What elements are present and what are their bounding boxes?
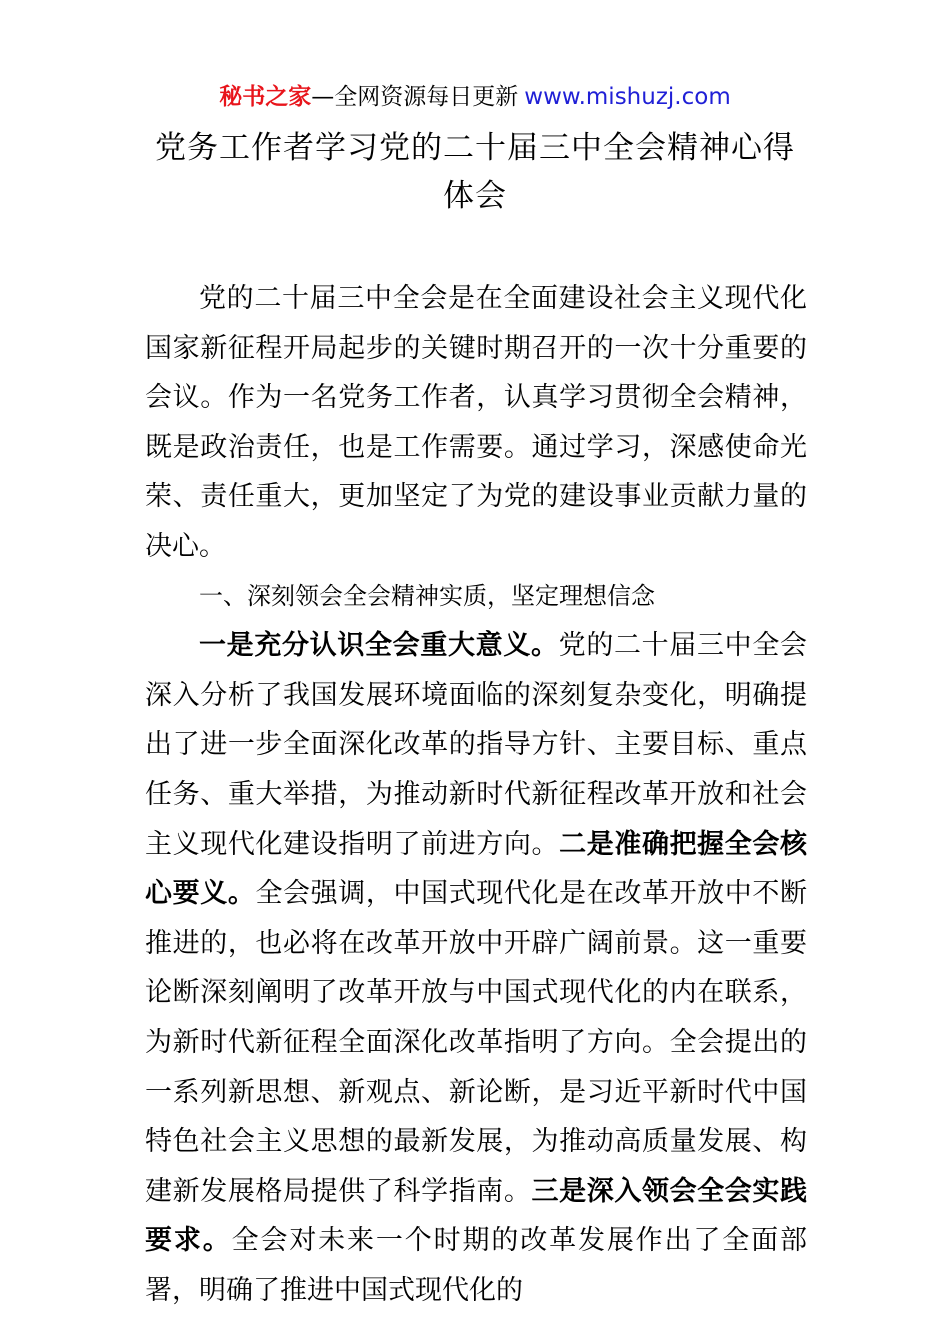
website-link[interactable]: www.mishuzj.com	[524, 84, 731, 110]
page-header	[0, 80, 950, 114]
point-heading-3: 三是深入领会全会实践要求。	[145, 1175, 808, 1257]
point-heading-2: 二是准确把握全会核心要义。	[145, 828, 808, 910]
header-tagline: —全网资源每日更新	[311, 84, 519, 110]
document-body	[145, 274, 807, 1315]
brand-name: 秘书之家	[219, 84, 312, 110]
point-text-3: 全会对未来一个时期的改革发展作出了全面部署，明确了推进中国式现代化的	[145, 1225, 808, 1306]
document-title: 党务工作者学习党的二十届三中全会精神心得体会	[155, 130, 795, 214]
point-heading-1: 一是充分认识全会重大意义。	[199, 630, 559, 662]
body-paragraph	[145, 621, 807, 1315]
point-text-1: 党的二十届三中全会深入分析了我国发展环境面临的深刻复杂变化，明确提出了进一步全面深化改革的指导方针、主要目标、重点任务、重大举措，为推动新时代新征程改革开放和社会主义现代化建设指明了前进方向。	[145, 630, 808, 860]
section-heading: 一、深刻领会全会精神实质，坚定理想信念	[199, 581, 655, 610]
intro-paragraph: 党的二十届三中全会是在全面建设社会主义现代化国家新征程开局起步的关键时期召开的一次十分重要的会议。作为一名党务工作者，认真学习贯彻全会精神，既是政治责任，也是工作需要。通过学习，深感使命光荣、责任重大，更加坚定了为党的建设事业贡献力量的决心。	[145, 283, 807, 562]
point-text-2: 全会强调，中国式现代化是在改革开放中不断推进的，也必将在改革开放中开辟广阔前景。这一重要论断深刻阐明了改革开放与中国式现代化的内在联系，为新时代新征程全面深化改革指明了方向。全会提出的一系列新思想、新观点、新论断，是习近平新时代中国特色社会主义思想的最新发展，为推动高质量发展、构建新发展格局提供了科学指南。	[145, 878, 808, 1207]
